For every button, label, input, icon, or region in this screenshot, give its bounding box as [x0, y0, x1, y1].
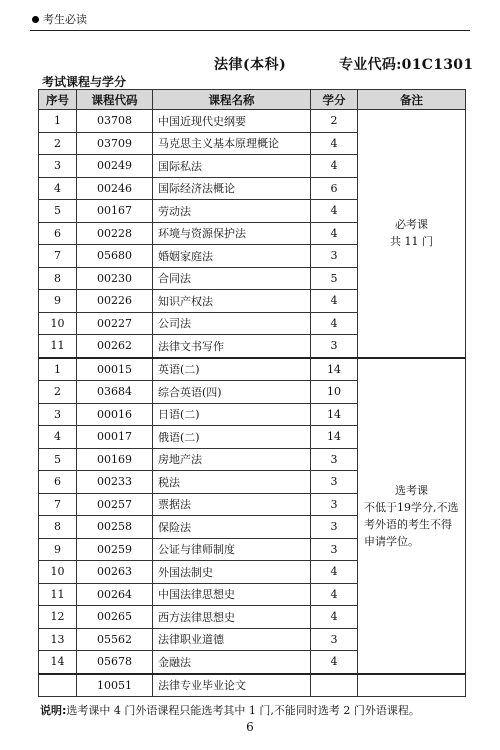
row-credit — [311, 674, 358, 697]
row-name: 马克思主义基本原理概论 — [153, 132, 311, 155]
row-code: 00263 — [77, 561, 153, 584]
row-name: 知识产权法 — [153, 290, 311, 313]
row-credit: 4 — [311, 651, 358, 674]
table-header-row — [39, 90, 466, 110]
row-code: 00017 — [77, 426, 153, 449]
elective-note — [358, 358, 466, 674]
row-name: 保险法 — [153, 516, 311, 539]
row-code: 05680 — [77, 245, 153, 268]
row-credit: 3 — [311, 538, 358, 561]
row-credit: 3 — [311, 516, 358, 539]
row-no: 3 — [39, 155, 77, 178]
footnote — [40, 702, 420, 718]
section-tab — [30, 12, 140, 28]
row-name: 环境与资源保护法 — [153, 222, 311, 245]
row-credit: 6 — [311, 177, 358, 200]
row-credit: 4 — [311, 312, 358, 335]
row-name: 中国法律思想史 — [153, 583, 311, 606]
row-code: 00265 — [77, 606, 153, 629]
row-name: 金融法 — [153, 651, 311, 674]
required-note-line: 共 11 门 — [390, 235, 433, 249]
required-note — [358, 110, 466, 358]
row-name: 税法 — [153, 471, 311, 494]
header-divider — [30, 30, 470, 31]
header-name: 课程名称 — [153, 90, 311, 110]
elective-note-line: 选考课 — [395, 483, 428, 497]
row-no: 9 — [39, 538, 77, 561]
row-name: 英语(二) — [153, 358, 311, 381]
row-code: 03684 — [77, 381, 153, 404]
row-no: 3 — [39, 403, 77, 426]
row-credit: 3 — [311, 493, 358, 516]
table-row — [39, 358, 466, 381]
table-row — [39, 110, 466, 133]
row-credit: 3 — [311, 335, 358, 358]
header-code: 课程代码 — [77, 90, 153, 110]
row-no: 5 — [39, 448, 77, 471]
row-credit: 4 — [311, 606, 358, 629]
row-no: 6 — [39, 471, 77, 494]
row-name: 俄语(二) — [153, 426, 311, 449]
row-no: 4 — [39, 426, 77, 449]
row-credit: 14 — [311, 426, 358, 449]
row-no: 8 — [39, 267, 77, 290]
row-name: 公证与律师制度 — [153, 538, 311, 561]
bullet-dot-icon — [32, 16, 39, 23]
row-name: 婚姻家庭法 — [153, 245, 311, 268]
row-no: 2 — [39, 381, 77, 404]
row-name: 综合英语(四) — [153, 381, 311, 404]
row-code: 05562 — [77, 628, 153, 651]
row-code: 00246 — [77, 177, 153, 200]
row-credit: 5 — [311, 267, 358, 290]
row-code: 00249 — [77, 155, 153, 178]
page-title: 法律(本科) — [214, 57, 287, 73]
row-no — [39, 674, 77, 697]
row-credit: 3 — [311, 245, 358, 268]
row-no: 7 — [39, 493, 77, 516]
row-note — [358, 674, 466, 697]
row-code: 00259 — [77, 538, 153, 561]
row-name: 西方法律思想史 — [153, 606, 311, 629]
row-no: 7 — [39, 245, 77, 268]
course-table — [38, 89, 466, 697]
row-code: 03708 — [77, 110, 153, 133]
row-code: 05678 — [77, 651, 153, 674]
required-note-line: 必考课 — [395, 218, 428, 232]
row-code: 03709 — [77, 132, 153, 155]
row-name: 国际经济法概论 — [153, 177, 311, 200]
page-number: 6 — [246, 720, 254, 734]
elective-note-line: 不低于19学分,不选考外语的考生不得申请学位。 — [364, 500, 459, 548]
table-row-thesis — [39, 674, 466, 697]
row-credit: 4 — [311, 561, 358, 584]
header-no: 序号 — [39, 90, 77, 110]
title-row — [0, 54, 500, 72]
row-code: 10051 — [77, 674, 153, 697]
row-no: 8 — [39, 516, 77, 539]
row-name: 法律专业毕业论文 — [153, 674, 311, 697]
row-name: 国际私法 — [153, 155, 311, 178]
row-credit: 4 — [311, 583, 358, 606]
row-no: 10 — [39, 312, 77, 335]
row-code: 00016 — [77, 403, 153, 426]
row-code: 00227 — [77, 312, 153, 335]
row-name: 劳动法 — [153, 200, 311, 223]
header-note: 备注 — [358, 90, 466, 110]
row-name: 中国近现代史纲要 — [153, 110, 311, 133]
row-no: 13 — [39, 628, 77, 651]
row-no: 1 — [39, 110, 77, 133]
row-name: 法律职业道德 — [153, 628, 311, 651]
row-code: 00258 — [77, 516, 153, 539]
row-no: 9 — [39, 290, 77, 313]
section-tab-label: 考生必读 — [43, 13, 87, 26]
row-credit: 4 — [311, 132, 358, 155]
row-credit: 3 — [311, 628, 358, 651]
major-code: 专业代码:01C1301 — [339, 57, 474, 73]
row-credit: 2 — [311, 110, 358, 133]
row-credit: 4 — [311, 155, 358, 178]
row-code: 00169 — [77, 448, 153, 471]
row-name: 公司法 — [153, 312, 311, 335]
row-name: 房地产法 — [153, 448, 311, 471]
row-name: 日语(二) — [153, 403, 311, 426]
row-credit: 10 — [311, 381, 358, 404]
header-credit: 学分 — [311, 90, 358, 110]
row-code: 00264 — [77, 583, 153, 606]
row-code: 00167 — [77, 200, 153, 223]
row-credit: 14 — [311, 358, 358, 381]
row-credit: 3 — [311, 471, 358, 494]
row-no: 4 — [39, 177, 77, 200]
footnote-label: 说明: — [40, 704, 67, 717]
row-name: 法律文书写作 — [153, 335, 311, 358]
row-no: 10 — [39, 561, 77, 584]
row-no: 11 — [39, 583, 77, 606]
row-name: 票据法 — [153, 493, 311, 516]
row-no: 6 — [39, 222, 77, 245]
row-code: 00257 — [77, 493, 153, 516]
row-code: 00233 — [77, 471, 153, 494]
row-no: 14 — [39, 651, 77, 674]
row-credit: 14 — [311, 403, 358, 426]
section-label: 考试课程与学分 — [42, 75, 127, 89]
row-name: 合同法 — [153, 267, 311, 290]
row-no: 5 — [39, 200, 77, 223]
row-credit: 4 — [311, 200, 358, 223]
row-code: 00228 — [77, 222, 153, 245]
row-credit: 4 — [311, 290, 358, 313]
row-no: 1 — [39, 358, 77, 381]
row-no: 12 — [39, 606, 77, 629]
footnote-text: 选考课中 4 门外语课程只能选考其中 1 门,不能同时选考 2 门外语课程。 — [66, 704, 420, 717]
row-code: 00230 — [77, 267, 153, 290]
row-name: 外国法制史 — [153, 561, 311, 584]
row-code: 00262 — [77, 335, 153, 358]
row-code: 00015 — [77, 358, 153, 381]
row-credit: 3 — [311, 448, 358, 471]
row-code: 00226 — [77, 290, 153, 313]
row-credit: 4 — [311, 222, 358, 245]
row-no: 2 — [39, 132, 77, 155]
row-no: 11 — [39, 335, 77, 358]
